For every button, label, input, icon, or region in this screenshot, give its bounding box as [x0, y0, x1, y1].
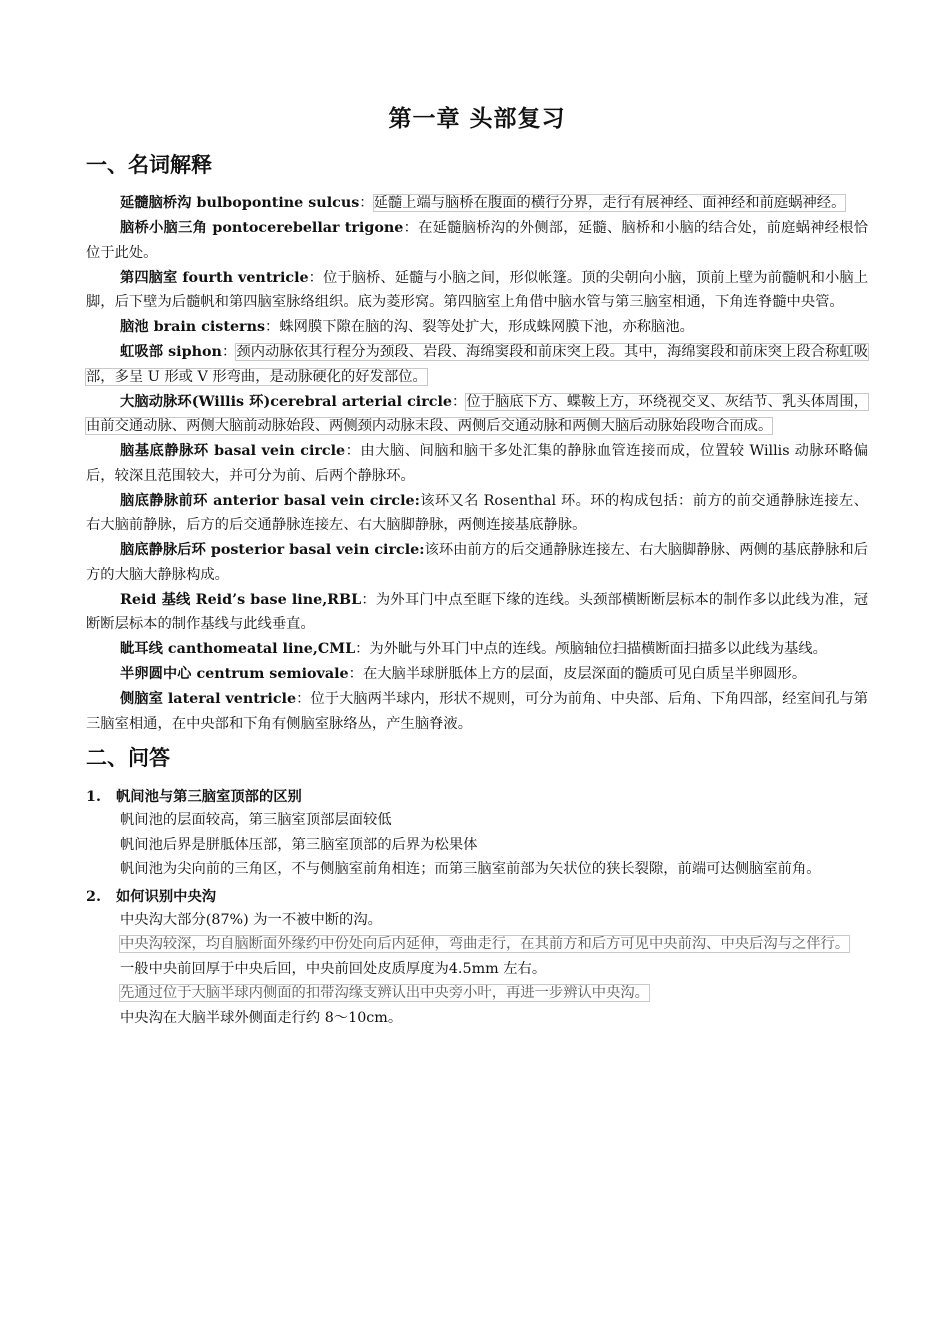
definition-text: 位于脑底下方、蝶鞍上方，环绕视交叉、灰结节、乳头体周围，由前交通动脉、两侧大脑前动脉始段、两侧颈内动脉末段、两侧后交通动脉和两侧大脑后动脉始段吻合而成。 — [86, 393, 869, 434]
definition-text: 蛛网膜下隙在脑的沟、裂等处扩大，形成蛛网膜下池，亦称脑池。 — [279, 319, 694, 335]
definition-term: 大脑动脉环(Willis 环)cerebral arterial circle — [120, 393, 452, 410]
definition-item: 虹吸部 siphon：颈内动脉依其行程分为颈段、岩段、海绵窦段和前床突上段。其中，海绵窦段和前床突上段合称虹吸部，多呈 U 形或 V 形弯曲，是动脉硬化的好发部位。 — [86, 344, 869, 385]
answer-line: 中央沟较深，均自脑断面外缘约中份处向后内延伸，弯曲走行，在其前方和后方可见中央前沟、中央后沟与之伴行。 — [120, 936, 850, 952]
definition-text: 由大脑、间脑和脑干多处汇集的静脉血管连接而成，位置较 Willis 动脉环略偏后，较深且范围较大，并可分为前、后两个静脉环。 — [86, 443, 868, 484]
question-title: 1. 帆间池与第三脑室顶部的区别 — [86, 789, 302, 805]
definition-item: 脑基底静脉环 basal vein circle：由大脑、间脑和脑干多处汇集的静脉血管连接而成，位置较 Willis 动脉环略偏后，较深且范围较大，并可分为前、后两个静脉环。 — [86, 443, 868, 484]
section-heading-definitions: 一、名词解释 — [86, 152, 212, 177]
definition-term: 脑桥小脑三角 pontocerebellar trigone — [120, 220, 404, 236]
definition-term: 第四脑室 fourth ventricle — [120, 269, 309, 286]
answer-line: 中央沟大部分(87%) 为一不被中断的沟。 — [120, 911, 382, 928]
definition-text: 延髓上端与脑桥在腹面的横行分界，走行有展神经、面神经和前庭蜗神经。 — [373, 195, 846, 211]
definition-item: 第四脑室 fourth ventricle：位于脑桥、延髓与小脑之间，形似帐篷。顶的尖朝向小脑，顶前上壁为前髓帆和小脑上脚，后下壁为后髓帆和第四脑室脉络组织。底为菱形窝。第四脑室上角借中脑水管与第三脑室相通，下角连脊髓中央管。 — [86, 269, 869, 310]
definition-item — [86, 489, 868, 538]
definition-term: 虹吸部 siphon — [120, 344, 222, 360]
definition-term: Reid 基线 Reid’s base line,RBL — [120, 591, 362, 608]
answer-line: 帆间池为尖向前的三角区，不与侧脑室前角相连；而第三脑室前部为矢状位的狭长裂隙，前端可达侧脑室前角。 — [120, 861, 821, 877]
definition-term: 半卵圆中心 centrum semiovale — [120, 666, 349, 682]
definitions-list — [86, 191, 868, 736]
definition-item: 侧脑室 lateral ventricle：位于大脑两半球内，形状不规则，可分为前角、中央部、后角、下角四部，经室间孔与第三脑室相通，在中央部和下角有侧脑室脉络丛，产生脑脊液。 — [86, 691, 869, 732]
answer-line: 帆间池的层面较高，第三脑室顶部层面较低 — [120, 812, 392, 828]
question-block — [86, 786, 868, 882]
definition-item — [86, 538, 868, 587]
definition-term: 脑底静脉前环 anterior basal vein circle: — [120, 492, 420, 509]
definition-text: 位于大脑两半球内，形状不规则，可分为前角、中央部、后角、下角四部，经室间孔与第三脑室相通，在中央部和下角有侧脑室脉络丛，产生脑脊液。 — [86, 691, 869, 732]
definition-term: 侧脑室 lateral ventricle — [120, 691, 297, 707]
definition-term: 脑基底静脉环 basal vein circle — [120, 443, 346, 459]
definition-text: 位于脑桥、延髓与小脑之间，形似帐篷。顶的尖朝向小脑，顶前上壁为前髓帆和小脑上脚，后下壁为后髓帆和第四脑室脉络组织。底为菱形窝。第四脑室上角借中脑水管与第三脑室相通，下角连脊髓中央管。 — [86, 269, 869, 310]
definition-term: 脑底静脉后环 posterior basal vein circle: — [120, 542, 425, 558]
question-number: 1. — [86, 789, 101, 805]
definition-item: 半卵圆中心 centrum semiovale：在大脑半球胼胝体上方的层面，皮层深面的髓质可见白质呈半卵圆形。 — [120, 666, 807, 682]
question-title: 2. 如何识别中央沟 — [86, 888, 217, 905]
definition-item: Reid 基线 Reid’s base line,RBL：为外耳门中点至眶下缘的连线。头颈部横断断层标本的制作多以此线为准，冠断断层标本的制作基线与此线垂直。 — [86, 591, 869, 632]
answer-line: 一般中央前回厚于中央后回，中央前回处皮质厚度为4.5mm 左右。 — [120, 960, 547, 977]
definition-term: 延髓脑桥沟 bulbopontine sulcus — [120, 195, 360, 211]
section-heading-qa: 二、问答 — [86, 745, 170, 770]
chapter-title: 第一章 头部复习 — [388, 105, 566, 132]
question-block — [86, 886, 868, 1031]
definition-item: 延髓脑桥沟 bulbopontine sulcus：延髓上端与脑桥在腹面的横行分界，走行有展神经、面神经和前庭蜗神经。 — [120, 195, 846, 211]
definition-text: 在延髓脑桥沟的外侧部，延髓、脑桥和小脑的结合处，前庭蜗神经根恰位于此处。 — [86, 220, 869, 261]
definition-text: 为外眦与外耳门中点的连线。颅脑轴位扫描横断面扫描多以此线为基线。 — [369, 641, 827, 657]
definition-term: 眦耳线 canthomeatal line,CML — [120, 641, 356, 657]
answer-line: 先通过位于大脑半球内侧面的扣带沟缘支辨认出中央旁小叶，再进一步辨认中央沟。 — [120, 985, 649, 1001]
definition-item: 脑桥小脑三角 pontocerebellar trigone：在延髓脑桥沟的外侧部，延髓、脑桥和小脑的结合处，前庭蜗神经根恰位于此处。 — [86, 220, 869, 261]
document-page — [86, 100, 868, 1030]
definition-text: 为外耳门中点至眶下缘的连线。头颈部横断断层标本的制作多以此线为准，冠断断层标本的制作基线与此线垂直。 — [86, 591, 869, 632]
definition-text: 该环又名 Rosenthal 环。环的构成包括：前方的前交通静脉连接左、右大脑前静脉，后方的后交通静脉连接左、右大脑脚静脉，两侧连接基底静脉。 — [86, 492, 868, 533]
definition-item: 大脑动脉环(Willis 环)cerebral arterial circle：位于脑底下方、蝶鞍上方，环绕视交叉、灰结节、乳头体周围，由前交通动脉、两侧大脑前动脉始段、两侧颈内动脉末段、两侧后交通动脉和两侧大脑后动脉始段吻合而成。 — [86, 393, 869, 434]
answer-line: 帆间池后界是胼胝体压部，第三脑室顶部的后界为松果体 — [120, 836, 478, 853]
definition-text: 该环由前方的后交通静脉连接左、右大脑脚静脉、两侧的基底静脉和后方的大脑大静脉构成。 — [86, 542, 868, 583]
definition-term: 脑池 brain cisterns — [120, 319, 266, 335]
definition-text: 颈内动脉依其行程分为颈段、岩段、海绵窦段和前床突上段。其中，海绵窦段和前床突上段合称虹吸部，多呈 U 形或 V 形弯曲，是动脉硬化的好发部位。 — [86, 344, 869, 385]
answer-line: 中央沟在大脑半球外侧面走行约 8～10cm。 — [120, 1009, 403, 1026]
definition-text: 在大脑半球胼胝体上方的层面，皮层深面的髓质可见白质呈半卵圆形。 — [362, 666, 807, 682]
definition-item: 脑池 brain cisterns：蛛网膜下隙在脑的沟、裂等处扩大，形成蛛网膜下池，亦称脑池。 — [120, 319, 694, 335]
question-number: 2. — [86, 888, 101, 905]
definition-item: 眦耳线 canthomeatal line,CML：为外眦与外耳门中点的连线。颅脑轴位扫描横断面扫描多以此线为基线。 — [120, 641, 827, 657]
